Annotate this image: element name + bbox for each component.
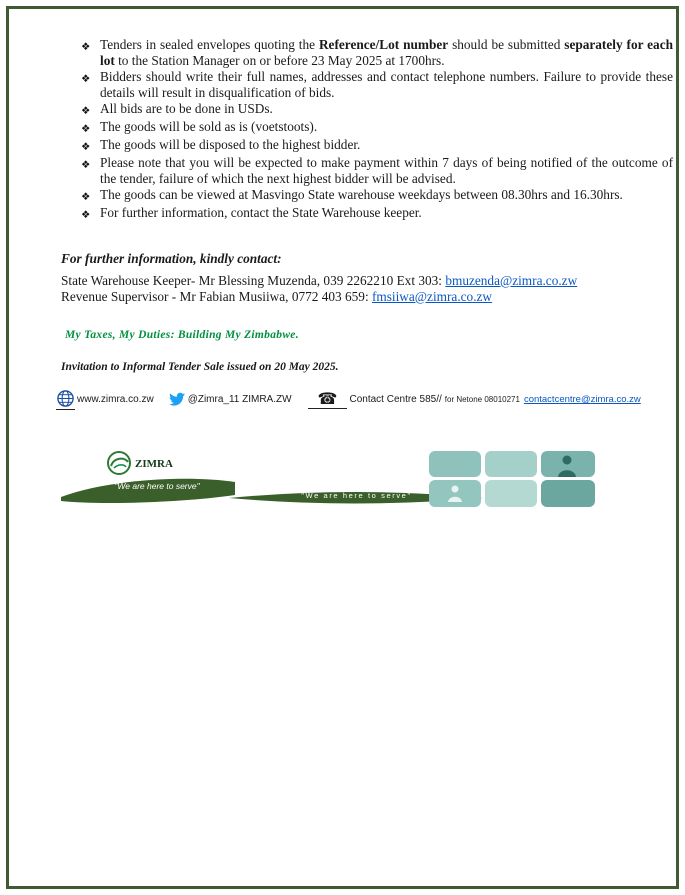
issued-date-line: Invitation to Informal Tender Sale issued on 20 May 2025. xyxy=(61,361,339,373)
diamond-bullet-icon: ❖ xyxy=(81,141,91,153)
document-page xyxy=(6,6,679,889)
bullet-text xyxy=(100,37,673,69)
collage-tiles xyxy=(429,451,595,507)
banner-slogan-left: "We are here to serve" xyxy=(114,481,200,491)
banner-slogan-middle: "We are here to serve" xyxy=(301,491,412,500)
list-item xyxy=(81,119,673,137)
bullet-text: All bids are to be done in USDs. xyxy=(100,101,273,116)
svg-text:ZIMRA: ZIMRA xyxy=(135,458,173,470)
bold-text-run: separately for each lot xyxy=(100,37,674,68)
bullet-text: For further information, contact the State Warehouse keeper. xyxy=(100,205,422,220)
banner-graphic xyxy=(59,449,599,511)
list-item xyxy=(81,137,673,155)
diamond-bullet-icon: ❖ xyxy=(81,41,91,53)
contact-heading: For further information, kindly contact: xyxy=(61,251,282,266)
netone-text: for Netone 08010271 xyxy=(444,395,520,404)
list-item xyxy=(81,205,673,223)
contact-line-keeper xyxy=(61,273,661,289)
text-run: to the Station Manager on or before 23 May 2025 at 1700hrs. xyxy=(114,53,445,68)
list-item xyxy=(81,37,673,69)
tender-conditions-list xyxy=(81,37,673,223)
list-item xyxy=(81,155,673,187)
phone-icon: ☎ xyxy=(308,391,348,409)
footer-contact-row xyxy=(56,389,641,410)
globe-icon xyxy=(56,389,75,410)
contact-keeper-text: State Warehouse Keeper- Mr Blessing Muzenda, 039 2262210 Ext 303: xyxy=(61,272,446,288)
twitter-bird-icon[interactable] xyxy=(168,392,186,408)
contact-line-supervisor xyxy=(61,289,661,305)
contact-supervisor-text: Revenue Supervisor - Mr Fabian Musiiwa, 0772 403 659: xyxy=(61,288,372,304)
diamond-bullet-icon: ❖ xyxy=(81,191,91,203)
diamond-bullet-icon: ❖ xyxy=(81,105,91,117)
keeper-email-link[interactable]: bmuzenda@zimra.co.zw xyxy=(445,272,578,288)
contact-centre-text: Contact Centre 585// xyxy=(349,394,442,405)
text-run: should be submitted xyxy=(448,37,565,52)
bullet-text: The goods will be disposed to the highest bidder. xyxy=(100,137,361,152)
diamond-bullet-icon: ❖ xyxy=(81,209,91,221)
bold-text-run: Reference/Lot number xyxy=(318,37,449,52)
diamond-bullet-icon: ❖ xyxy=(81,73,91,85)
zimra-logo xyxy=(108,452,173,474)
diamond-bullet-icon: ❖ xyxy=(81,123,91,135)
twitter-handle[interactable]: @Zimra_11 ZIMRA.ZW xyxy=(187,394,292,405)
list-item xyxy=(81,187,673,205)
bullet-text: Bidders should write their full names, addresses and contact telephone numbers. Failure to provide these details will result in disqualification of bids. xyxy=(100,69,673,100)
website-link[interactable]: www.zimra.co.zw xyxy=(77,394,154,405)
supervisor-email-link[interactable]: fmsiiwa@zimra.co.zw xyxy=(371,288,493,304)
contact-centre-email-link[interactable]: contactcentre@zimra.co.zw xyxy=(523,394,641,405)
bullet-text: Please note that you will be expected to make payment within 7 days of being notified of the outcome of the tender, failure of which the next highest bidder will be advised. xyxy=(100,155,673,186)
list-item xyxy=(81,101,673,119)
contact-section xyxy=(61,251,661,304)
bullet-text: The goods can be viewed at Masvingo State warehouse weekdays between 08.30hrs and 16.30hrs. xyxy=(100,187,623,202)
bullet-text: The goods will be sold as is (voetstoots). xyxy=(100,119,318,134)
zimra-slogan: My Taxes, My Duties: Building My Zimbabwe. xyxy=(65,329,299,341)
zimra-banner xyxy=(59,449,599,511)
text-run: Tenders in sealed envelopes quoting the xyxy=(100,37,319,52)
diamond-bullet-icon: ❖ xyxy=(81,159,91,171)
list-item xyxy=(81,69,673,101)
